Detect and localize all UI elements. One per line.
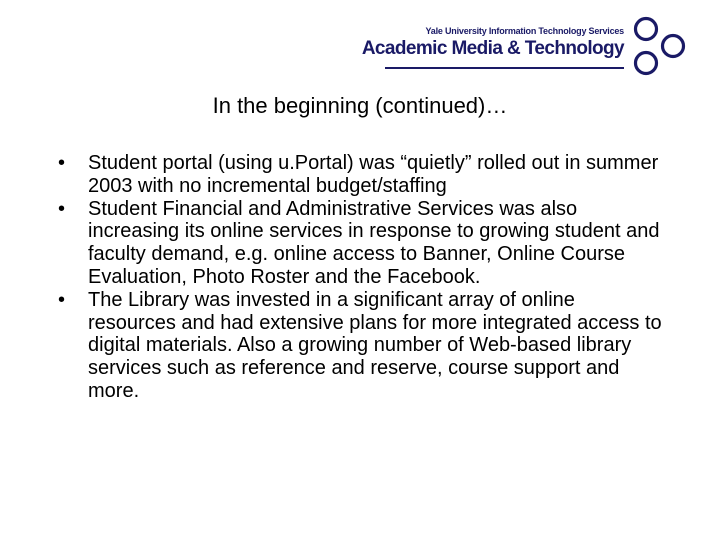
bullet-icon: • [58, 197, 66, 220]
bullet-icon: • [58, 288, 66, 311]
bullet-text: Student Financial and Administrative Services was also increasing its online services in response to growing student and faculty demand, e.g. online access to Banner, Online Course Evaluation, Photo Roster and the Facebook. [88, 197, 660, 288]
ring-bottom-icon [636, 53, 657, 74]
logo-underline [385, 67, 624, 69]
slide-title: In the beginning (continued)… [212, 93, 508, 118]
bullet-list [58, 152, 668, 403]
bullet-icon: • [58, 152, 66, 174]
ring-right-icon [663, 36, 684, 57]
bullet-item [58, 152, 668, 198]
org-name: Yale University Information Technology Services [425, 26, 624, 36]
bullet-text: The Library was invested in a significant array of online resources and had extensive plans for more integrated access to digital materials. Also a growing number of Web-based library services such as reference and reserve, course support and more. [88, 288, 662, 402]
bullet-text: Student portal (using u.Portal) was “quietly” rolled out in summer 2003 with no incremental budget/staffing [88, 152, 659, 197]
logo-name: Academic Media & Technology [361, 38, 624, 59]
bullet-item [58, 289, 668, 403]
ring-top-icon [636, 19, 657, 40]
bullet-item [58, 198, 668, 289]
three-rings-icon [629, 14, 689, 78]
